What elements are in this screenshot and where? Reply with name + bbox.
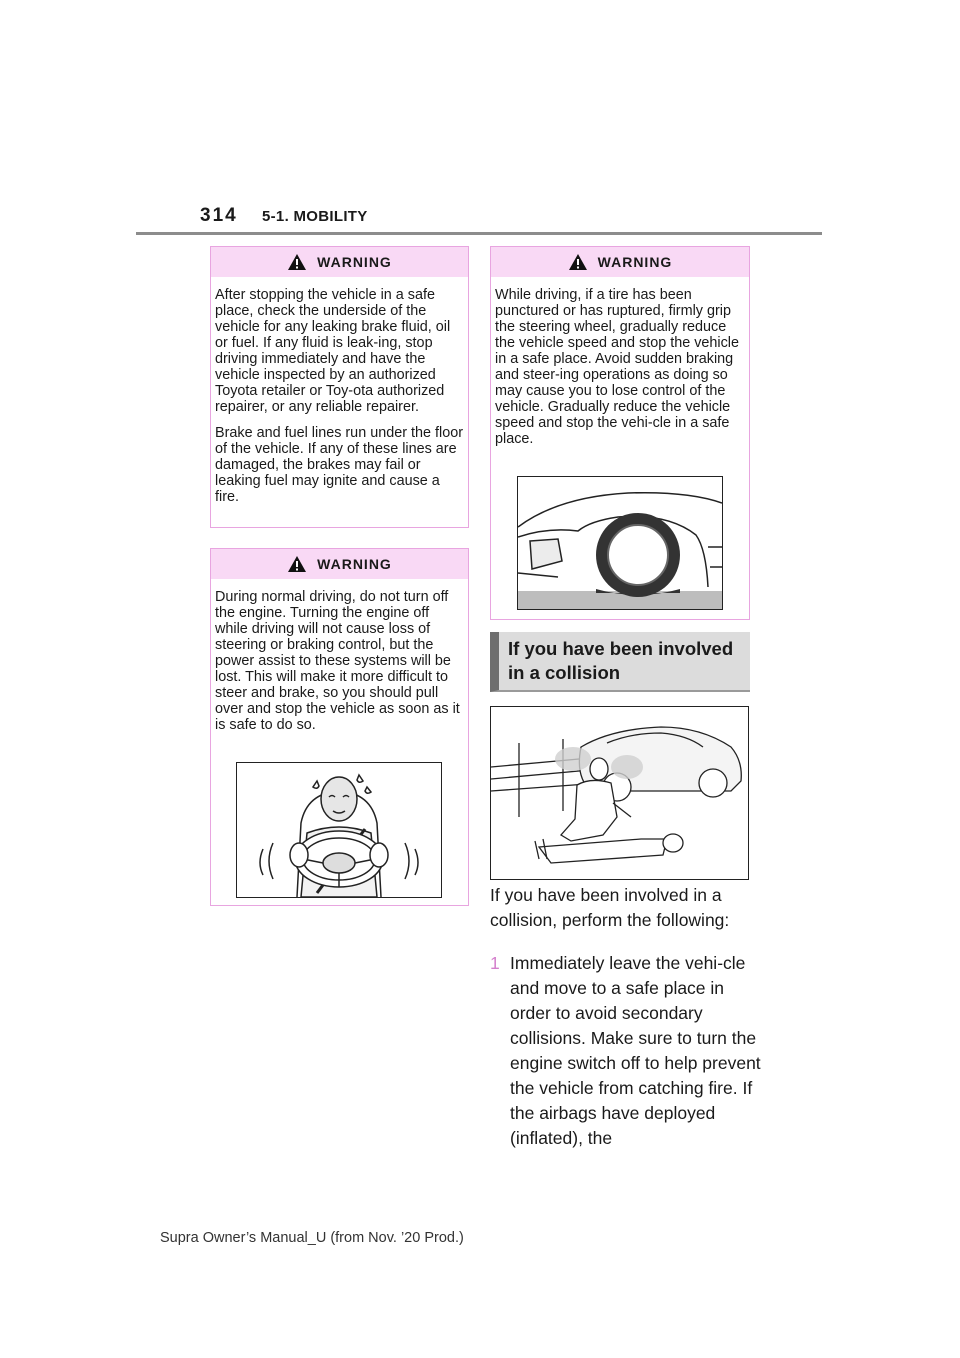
warning-triangle-icon bbox=[568, 253, 588, 271]
warning-header bbox=[491, 247, 749, 277]
warning-header bbox=[211, 247, 468, 277]
page-header bbox=[200, 205, 368, 227]
warning-title: WARNING bbox=[317, 556, 392, 572]
header-rule bbox=[136, 232, 822, 235]
warning-header bbox=[211, 549, 468, 579]
collision-rescue-illustration bbox=[490, 706, 749, 880]
warning-body bbox=[211, 277, 468, 505]
warning-paragraph: While driving, if a tire has been punctured or has ruptured, firmly grip the steering wheel, gradually reduce the vehicle speed and stop the vehicle in a safe place. Avoid sudden braking and steer-ing operations as doing so may cause you to lose control of the vehicle. Gradually reduce the vehicle speed and stop the vehi-cle in a safe place. bbox=[495, 287, 740, 447]
warning-title: WARNING bbox=[597, 254, 673, 270]
warning-body bbox=[491, 277, 749, 447]
section-title: 5-1. MOBILITY bbox=[262, 208, 368, 225]
flat-tire-illustration bbox=[517, 476, 723, 610]
warning-paragraph: Brake and fuel lines run under the floor of the vehicle. If any of these lines are damaged, the brakes may fail or leaking fuel may ignite and cause a fire. bbox=[215, 425, 463, 505]
step-item bbox=[490, 951, 765, 1151]
step-text: Immediately leave the vehi-cle and move to a safe place in order to avoid secondary collisions. Make sure to turn the engine switch off to help prevent the vehicle from catching fire. If the airbags have deployed (inflated), the bbox=[510, 953, 761, 1148]
step-number: 1 bbox=[490, 953, 500, 973]
warning-box-leak-check bbox=[210, 246, 469, 528]
warning-triangle-icon bbox=[287, 555, 307, 573]
warning-paragraph: During normal driving, do not turn off the engine. Turning the engine off while driving will not cause loss of steering or braking control, but the power assist to these systems will be lost. This will make it more difficult to steer and brake, so you should pull over and stop the vehicle as soon as it is safe to do so. bbox=[215, 589, 460, 733]
warning-triangle-icon bbox=[287, 253, 307, 271]
page-number: 314 bbox=[200, 205, 238, 226]
driver-steering-illustration bbox=[236, 762, 442, 898]
section-heading: If you have been involved in a collision bbox=[490, 632, 750, 692]
warning-body bbox=[211, 579, 468, 733]
collision-intro: If you have been involved in a collision, perform the following: bbox=[490, 885, 730, 930]
warning-title: WARNING bbox=[317, 254, 392, 270]
warning-paragraph: After stopping the vehicle in a safe place, check the underside of the vehicle for any leaking brake fluid, oil or fuel. If any fluid is leak-ing, stop driving immediately and have the vehicle inspected by an authorized Toyota retailer or Toy-ota authorized repairer, or any reliable repairer. bbox=[215, 287, 451, 415]
footer-text: Supra Owner’s Manual_U (from Nov. ’20 Prod.) bbox=[160, 1230, 464, 1246]
